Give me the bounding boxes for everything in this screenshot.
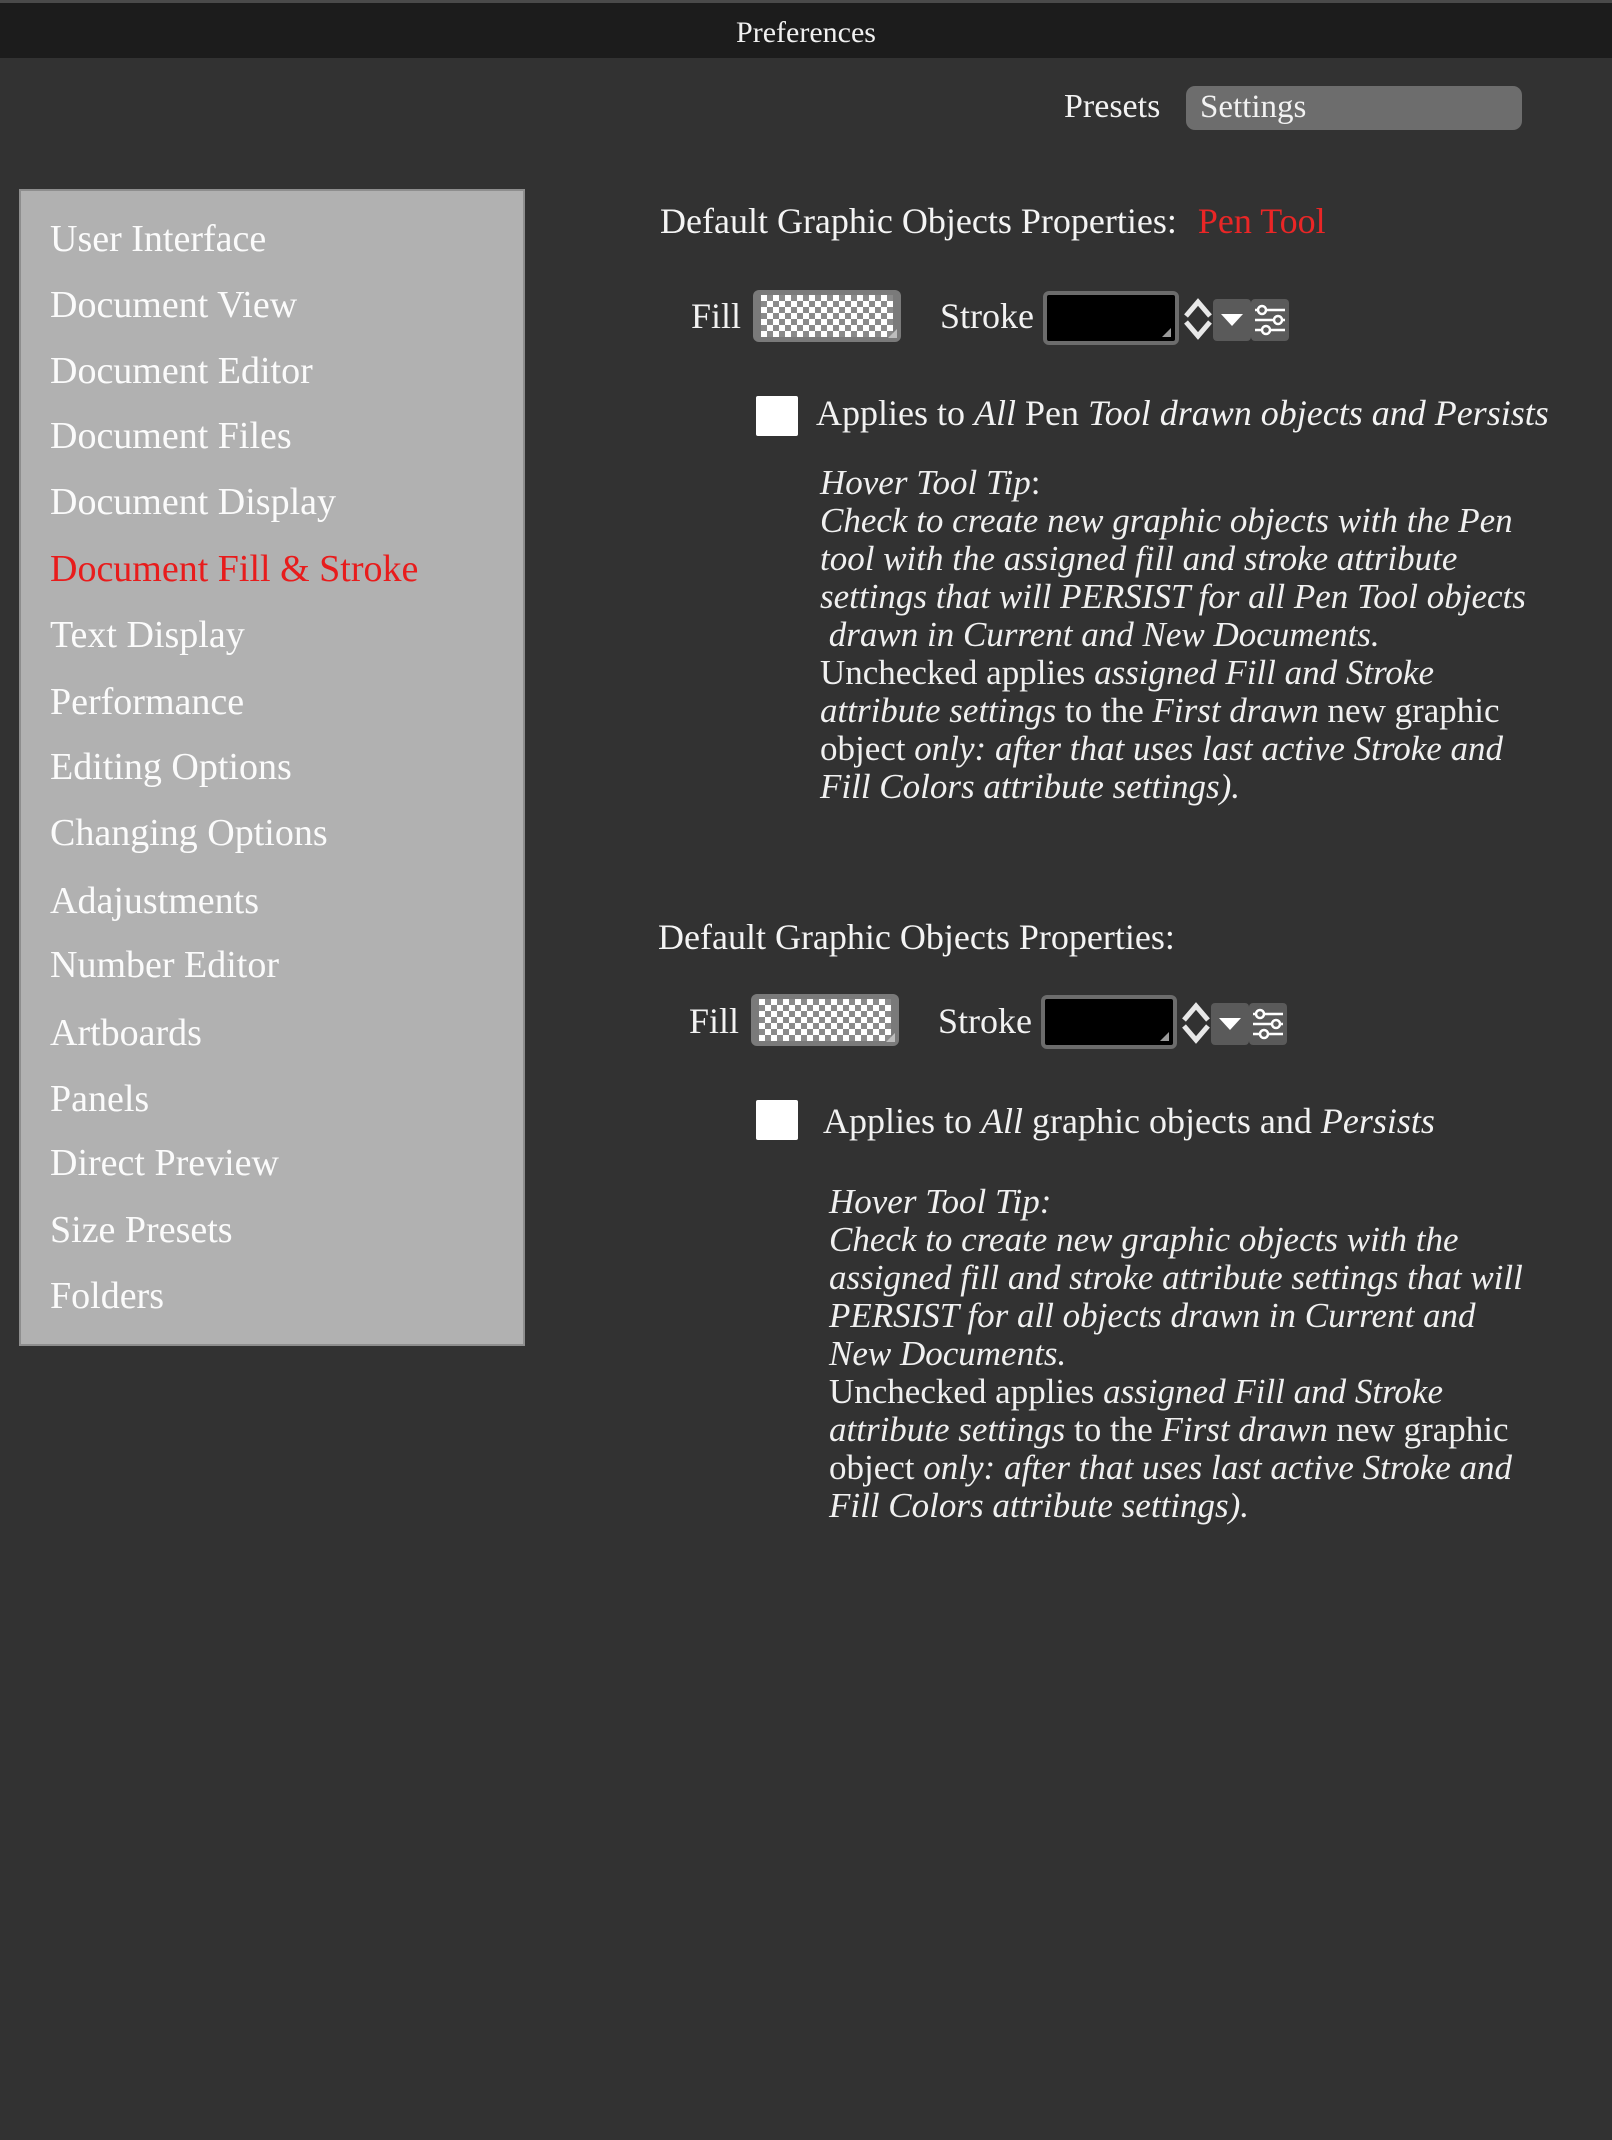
- transparent-checker-icon: [761, 295, 893, 337]
- sidebar-item-document-editor[interactable]: Document Editor: [50, 350, 313, 392]
- swatch-corner-icon: [886, 1033, 895, 1042]
- sidebar-item-adjustments[interactable]: Adajustments: [50, 880, 259, 922]
- tooltip-line: New Documents.: [829, 1334, 1067, 1373]
- section1-stroke-label: Stroke: [940, 296, 1034, 336]
- section1-persist-checkbox[interactable]: [756, 396, 798, 436]
- tooltip-line: Fill Colors attribute settings).: [820, 767, 1241, 806]
- section2-persist-label: [823, 1100, 1435, 1142]
- tooltip-line: Unchecked applies: [820, 653, 1095, 692]
- tooltip-line: Hover Tool Tip: [820, 463, 1031, 502]
- label-part-italic: Persists: [1320, 1101, 1435, 1141]
- section1-fill-swatch[interactable]: [753, 290, 901, 342]
- section2-settings-button[interactable]: [1249, 1003, 1287, 1045]
- tooltip-line: Hover Tool Tip:: [829, 1182, 1052, 1221]
- tooltip-line: new graphic: [1327, 1410, 1509, 1449]
- tooltip-line: object: [820, 729, 915, 768]
- tooltip-line: only: after that uses last active Stroke and: [923, 1448, 1513, 1487]
- label-part-italic: All: [981, 1101, 1023, 1141]
- sidebar-item-document-view[interactable]: Document View: [50, 284, 298, 326]
- section1-title-text: Default Graphic Objects Properties:: [660, 201, 1177, 241]
- tooltip-line: PERSIST for all objects drawn in Current and: [829, 1296, 1476, 1335]
- section1-stepper-icon[interactable]: [1183, 297, 1213, 341]
- section2-stroke-label: Stroke: [938, 1001, 1032, 1041]
- sidebar-item-user-interface[interactable]: User Interface: [50, 218, 267, 260]
- section2-dropdown-button[interactable]: [1211, 1003, 1249, 1045]
- sliders-icon: [1251, 1007, 1285, 1041]
- section2-tooltip-text: [829, 1183, 1523, 1525]
- tooltip-line: new graphic: [1318, 691, 1500, 730]
- tooltip-line: Check to create new graphic objects with the: [829, 1220, 1459, 1259]
- sidebar-item-panels[interactable]: Panels: [50, 1078, 150, 1120]
- settings-dropdown[interactable]: [1186, 86, 1522, 130]
- label-part: Applies to: [823, 1101, 981, 1141]
- tooltip-line: assigned Fill and Stroke: [1103, 1372, 1443, 1411]
- chevron-down-icon: [1218, 1017, 1242, 1031]
- tooltip-line: Unchecked applies: [829, 1372, 1104, 1411]
- sidebar-item-artboards[interactable]: Artboards: [50, 1012, 202, 1054]
- tooltip-line: attribute settings: [820, 691, 1057, 730]
- tooltip-line: only: after that uses last active Stroke and: [914, 729, 1504, 768]
- sidebar-item-direct-preview[interactable]: Direct Preview: [50, 1142, 279, 1184]
- section1-tool-name: Pen Tool: [1197, 201, 1326, 241]
- tooltip-line: Fill Colors attribute settings).: [829, 1486, 1250, 1525]
- tooltip-line: First drawn: [1161, 1410, 1328, 1449]
- sidebar-item-folders[interactable]: Folders: [50, 1275, 164, 1317]
- section2-fill-swatch[interactable]: [751, 994, 899, 1046]
- label-part: Pen: [1016, 393, 1088, 433]
- section1-dropdown-button[interactable]: [1213, 299, 1251, 341]
- tooltip-line: assigned fill and stroke attribute settings that will: [829, 1258, 1523, 1297]
- label-part-italic: All: [974, 393, 1016, 433]
- settings-dropdown-value: Settings: [1200, 89, 1307, 125]
- tooltip-line: First drawn: [1152, 691, 1319, 730]
- chevron-down-icon: [1220, 313, 1244, 327]
- section2-fill-label: Fill: [689, 1001, 740, 1041]
- section1-persist-label: [816, 392, 1549, 434]
- sidebar-item-performance[interactable]: Performance: [50, 681, 245, 723]
- transparent-checker-icon: [759, 999, 891, 1041]
- title-bar: [0, 0, 1612, 58]
- sidebar-item-document-display[interactable]: Document Display: [50, 481, 337, 523]
- sidebar-item-editing-options[interactable]: Editing Options: [50, 746, 292, 788]
- section2-stepper-icon[interactable]: [1181, 1001, 1211, 1045]
- tooltip-line: to the: [1065, 1410, 1162, 1449]
- preferences-sidebar: [19, 189, 525, 1346]
- window-title: Preferences: [736, 16, 876, 49]
- sliders-icon: [1253, 303, 1287, 337]
- section1-tooltip-text: [820, 464, 1526, 806]
- sidebar-item-document-fill-stroke[interactable]: Document Fill & Stroke: [50, 548, 419, 590]
- swatch-corner-icon: [1162, 328, 1171, 337]
- label-part-italic: Tool drawn objects and Persists: [1088, 393, 1549, 433]
- tooltip-line: object: [829, 1448, 924, 1487]
- tooltip-line: attribute settings: [829, 1410, 1066, 1449]
- section1-fill-label: Fill: [691, 296, 742, 336]
- tooltip-line: :: [1030, 463, 1041, 502]
- section2-title: Default Graphic Objects Properties:: [658, 917, 1175, 957]
- label-part: graphic objects and: [1023, 1101, 1321, 1141]
- section1-title: [660, 200, 1326, 242]
- swatch-corner-icon: [1160, 1032, 1169, 1041]
- presets-label: Presets: [1064, 88, 1161, 125]
- section2-stroke-swatch[interactable]: [1041, 995, 1177, 1049]
- swatch-corner-icon: [888, 329, 897, 338]
- tooltip-line: drawn in Current and New Documents.: [820, 615, 1380, 654]
- sidebar-item-changing-options[interactable]: Changing Options: [50, 812, 328, 854]
- sidebar-item-document-files[interactable]: Document Files: [50, 415, 292, 457]
- sidebar-item-number-editor[interactable]: Number Editor: [50, 944, 280, 986]
- section1-stroke-swatch[interactable]: [1043, 291, 1179, 345]
- tooltip-line: tool with the assigned fill and stroke attribute: [820, 539, 1458, 578]
- sidebar-item-text-display[interactable]: Text Display: [50, 614, 245, 656]
- tooltip-line: settings that will PERSIST for all Pen Tool objects: [820, 577, 1526, 616]
- section2-persist-checkbox[interactable]: [756, 1100, 798, 1140]
- label-part: Applies to: [816, 393, 974, 433]
- tooltip-line: to the: [1056, 691, 1153, 730]
- section1-settings-button[interactable]: [1251, 299, 1289, 341]
- sidebar-item-size-presets[interactable]: Size Presets: [50, 1209, 233, 1251]
- tooltip-line: Check to create new graphic objects with the Pen: [820, 501, 1513, 540]
- tooltip-line: assigned Fill and Stroke: [1094, 653, 1434, 692]
